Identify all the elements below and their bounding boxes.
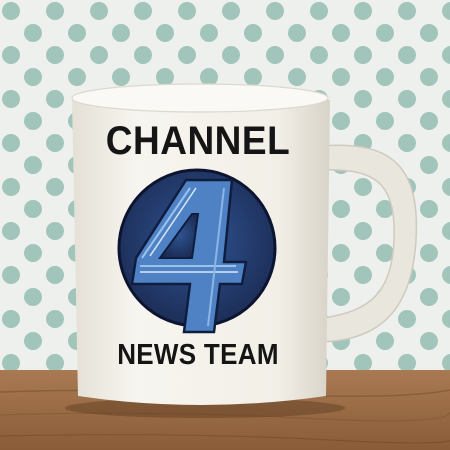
mug-title-news-team: NEWS TEAM bbox=[117, 337, 279, 371]
mug-title-channel: CHANNEL bbox=[105, 118, 291, 163]
mug-rim bbox=[72, 84, 328, 112]
